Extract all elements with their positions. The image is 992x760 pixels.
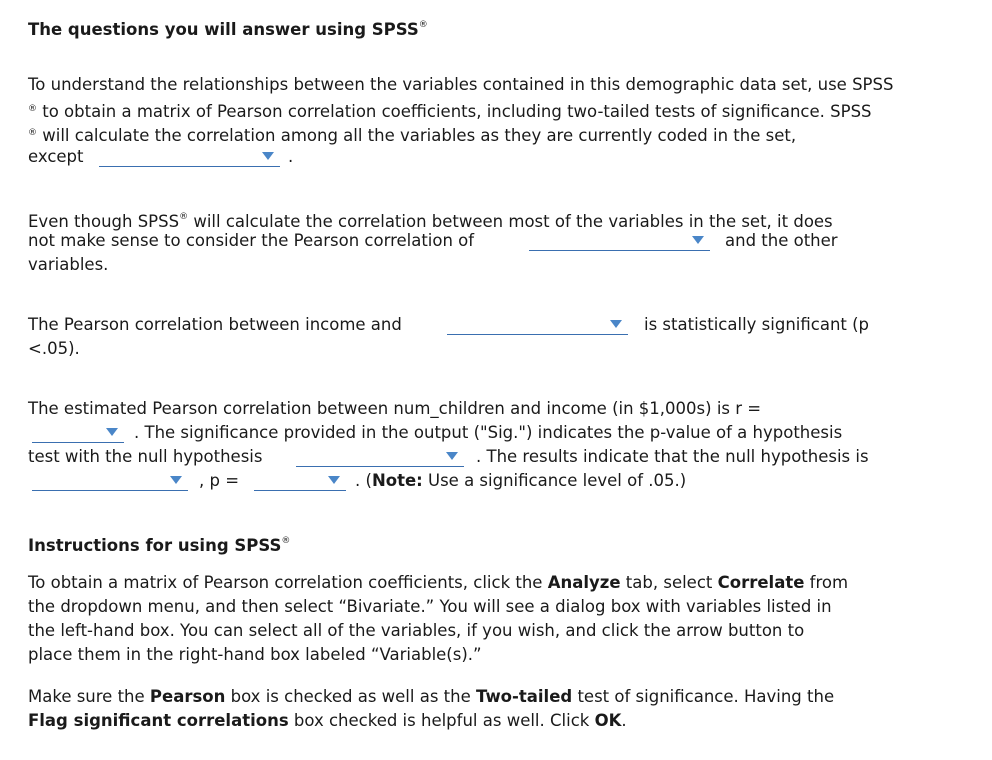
p2-line1-b: will calculate the correlation between most of the variables in the set, it does [188,212,833,231]
p1-line1: To understand the relationships between the variables contained in this demographic data set, use SPSS [28,75,894,94]
income-correlate-dropdown[interactable] [447,314,628,335]
p4-line3: test with the null hypothesis [28,447,263,466]
p2-line3: variables. [28,255,109,274]
i1-text-a: To obtain a matrix of Pearson correlation coefficients, click the [28,573,548,592]
null-decision-dropdown[interactable] [32,470,188,491]
instructions-title [28,530,290,557]
p2-line2: not make sense to consider the Pearson correlation of [28,231,475,250]
p3-line1-end: is statistically significant (p [644,315,870,334]
i1-line3: the left-hand box. You can select all of the variables, if you wish, and click the arrow button to [28,621,805,640]
p1-line2 [28,98,872,123]
i1-text-c: tab, select [620,573,718,592]
p4-line4-note [355,470,686,492]
note-text: Use a significance level of .05.) [422,471,687,490]
i2-text-c: box is checked as well as the [225,687,476,706]
i1-line1 [28,572,848,594]
p-value-dropdown[interactable] [254,470,346,491]
i1-analyze: Analyze [547,573,621,592]
i2-pearson: Pearson [149,687,226,706]
i2-two-tailed: Two-tailed [476,687,573,706]
i2-flag: Flag significant correlations [28,711,289,730]
i2-text-a: Make sure the [28,687,150,706]
p4-line3-end: . The results indicate that the null hypothesis is [476,447,869,466]
chevron-down-icon [610,320,622,328]
p1-line4: except [28,147,84,166]
chevron-down-icon [262,152,274,160]
p1-line2-text: to obtain a matrix of Pearson correlation coefficients, including two-tailed tests of significance. SPSS [42,102,872,121]
i2-text-b: box checked is helpful as well. Click [288,711,595,730]
p4-line1: The estimated Pearson correlation between num_children and income (in $1,000s) is r = [28,399,762,418]
i2-ok: OK [594,711,622,730]
chevron-down-icon [106,428,118,436]
p1-line3-text: will calculate the correlation among all the variables as they are currently coded in the set, [42,126,797,145]
page-title [28,14,428,41]
chevron-down-icon [446,452,458,460]
p3-line1: The Pearson correlation between income and [28,315,402,334]
p2-line1 [28,206,833,233]
registered-mark: ® [28,128,37,138]
i1-correlate: Correlate [717,573,805,592]
p4-line2: . The significance provided in the output ("Sig.") indicates the p-value of a hypothesis [134,423,843,442]
chevron-down-icon [692,236,704,244]
i1-text-e: from [804,573,849,592]
p1-line3 [28,122,796,147]
i1-line4: place them in the right-hand box labeled “Variable(s).” [28,645,482,664]
chevron-down-icon [328,476,340,484]
i1-line2: the dropdown menu, and then select “Bivariate.” You will see a dialog box with variables listed in [28,597,832,616]
registered-mark: ® [179,212,189,222]
registered-mark: ® [281,536,291,546]
r-value-dropdown[interactable] [32,422,124,443]
registered-mark: ® [418,20,428,30]
p3-line2: <.05). [28,339,80,358]
null-hypothesis-dropdown[interactable] [296,446,464,467]
i2-period: . [621,711,627,730]
i2-line2 [28,710,627,732]
pearson-exclude-dropdown[interactable] [529,230,710,251]
p2-line2-end: and the other [725,231,838,250]
note-label: Note: [371,471,423,490]
chevron-down-icon [170,476,182,484]
i2-text-e: test of significance. Having the [572,687,835,706]
p2-line1-a: Even though SPSS [28,212,180,231]
title-text: The questions you will answer using SPSS [28,20,419,39]
registered-mark: ® [28,104,37,114]
i2-line1 [28,686,834,708]
p1-period: . [288,147,294,166]
instructions-title-text: Instructions for using SPSS [28,536,282,555]
note-open: . ( [355,471,372,490]
p4-line4-p: , p = [199,471,240,490]
except-variable-dropdown[interactable] [99,146,280,167]
